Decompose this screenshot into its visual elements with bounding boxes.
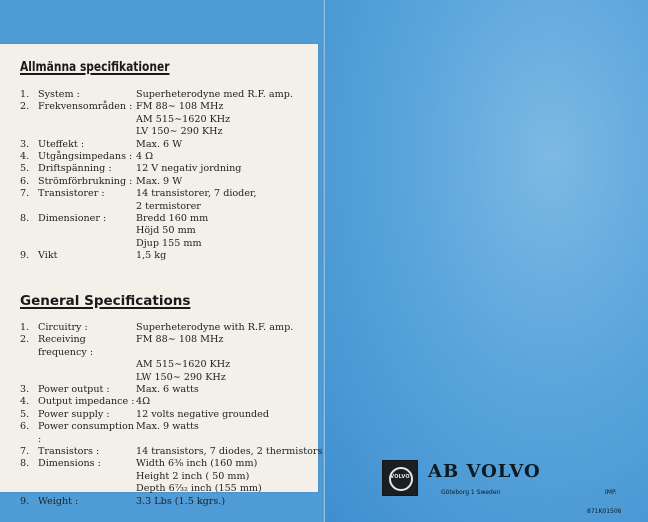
- swedish-heading: Allmänna specifikationer: [20, 60, 170, 75]
- cover-panel: [325, 0, 648, 522]
- spec-row: [20, 101, 293, 113]
- spec-row: [20, 250, 293, 262]
- spec-number: 6.: [20, 175, 30, 187]
- spec-value: Bredd 160 mm: [136, 213, 209, 225]
- spec-row: [20, 496, 322, 508]
- spec-number: [20, 201, 38, 213]
- spec-row: [20, 151, 293, 163]
- spec-number: 1.: [20, 322, 30, 333]
- spec-row: [20, 421, 322, 446]
- spec-row: [20, 89, 293, 101]
- spec-number: [20, 225, 38, 237]
- spec-row: [20, 213, 293, 225]
- spec-number: 5.: [20, 408, 30, 420]
- page-fold: [322, 0, 325, 522]
- logo-text: VOLVO: [390, 474, 410, 480]
- spec-row: [20, 188, 293, 200]
- spec-value: 1,5 kg: [136, 250, 167, 262]
- spec-label: Receiving frequency :: [38, 334, 94, 358]
- spec-row: [20, 458, 322, 470]
- spec-value: AM 515∼1620 KHz: [136, 113, 231, 125]
- english-spec-list: [20, 322, 322, 508]
- company-name: AB VOLVO: [428, 461, 541, 482]
- spec-value: 12 V negativ jordning: [136, 163, 242, 175]
- spec-row: [20, 114, 293, 126]
- spec-label: [38, 225, 136, 237]
- spec-value: LV 150∼ 290 KHz: [136, 126, 223, 138]
- swedish-spec-list: [20, 89, 293, 263]
- spec-number: 6.: [20, 421, 30, 433]
- spec-number: 8.: [20, 458, 30, 470]
- spec-value: Max. 6 watts: [136, 384, 199, 396]
- spec-label: Strömförbrukning :: [38, 175, 133, 187]
- spec-value: 2 termistorer: [136, 200, 201, 212]
- print-code: 871K01506: [587, 508, 622, 515]
- spec-value: 12 volts negative grounded: [136, 408, 269, 420]
- spec-label: [38, 114, 136, 126]
- spec-row: [20, 359, 322, 371]
- spec-value: Max. 6 W: [136, 138, 183, 150]
- spec-number: 4.: [20, 151, 30, 163]
- spec-row: [20, 322, 322, 334]
- spec-row: [20, 409, 322, 421]
- spec-value: Superheterodyne med R.F. amp.: [136, 89, 293, 100]
- spec-value: FM 88∼ 108 MHz: [136, 101, 224, 113]
- spec-row: [20, 238, 293, 250]
- spec-row: [20, 139, 293, 151]
- spec-label: Uteffekt :: [38, 138, 85, 150]
- spec-label: [38, 238, 136, 250]
- spec-label: Circuitry :: [38, 322, 88, 333]
- spec-value: 3.3 Lbs (1.5 kgrs.): [136, 495, 226, 507]
- spec-value: Width 6⅜ inch (160 mm): [136, 458, 258, 470]
- spec-label: Vikt: [38, 250, 58, 262]
- spec-label: [38, 359, 136, 371]
- company-city: Göteborg 1 Sweden: [441, 489, 501, 496]
- spec-number: 7.: [20, 446, 30, 458]
- spec-label: Transistors :: [38, 446, 100, 458]
- spec-number: [20, 126, 38, 138]
- spec-row: [20, 446, 322, 458]
- spec-number: 7.: [20, 188, 30, 200]
- spec-row: [20, 126, 293, 138]
- english-heading: General Specifications: [20, 293, 191, 309]
- spec-label: Frekvensområden :: [38, 101, 133, 113]
- spec-value: FM 88∼ 108 MHz: [136, 334, 224, 346]
- spec-number: 1.: [20, 89, 30, 100]
- spec-value: AM 515∼1620 KHz: [136, 359, 231, 371]
- spec-number: [20, 114, 38, 126]
- spec-label: Utgångsimpedans :: [38, 151, 133, 163]
- spec-number: 2.: [20, 334, 30, 346]
- spec-label: [38, 201, 136, 213]
- spec-value: Max. 9 watts: [136, 421, 199, 433]
- spec-value: LW 150∼ 290 KHz: [136, 371, 226, 383]
- spec-label: [38, 471, 136, 483]
- spec-label: Weight :: [38, 495, 79, 507]
- spec-number: 9.: [20, 495, 30, 507]
- spec-value: 4Ω: [136, 396, 151, 408]
- spec-value: 14 transistors, 7 diodes, 2 thermistors: [136, 446, 323, 458]
- spec-label: System :: [38, 89, 80, 100]
- spec-label: Dimensions :: [38, 458, 101, 470]
- spec-value: 14 transistorer, 7 dioder,: [136, 188, 257, 200]
- spec-row: [20, 201, 293, 213]
- spec-row: [20, 483, 322, 495]
- spec-value: Height 2 inch ( 50 mm): [136, 470, 250, 482]
- spec-number: 3.: [20, 384, 30, 396]
- spec-row: [20, 225, 293, 237]
- volvo-logo: [382, 460, 418, 496]
- spec-label: Power supply :: [38, 408, 110, 420]
- spec-label: [38, 126, 136, 138]
- spec-number: 9.: [20, 250, 30, 262]
- spec-number: 2.: [20, 101, 30, 113]
- spec-number: 3.: [20, 138, 30, 150]
- imp-mark: IMP.: [605, 489, 617, 496]
- spec-label: Output impedance :: [38, 396, 135, 408]
- spec-value: Depth 6⁷⁄₃₂ inch (155 mm): [136, 483, 262, 495]
- spec-number: [20, 372, 38, 384]
- spec-number: 8.: [20, 213, 30, 225]
- spec-row: [20, 372, 322, 384]
- spec-value: Max. 9 W: [136, 175, 183, 187]
- spec-label: Transistorer :: [38, 188, 105, 200]
- spec-row: [20, 396, 322, 408]
- spec-number: [20, 471, 38, 483]
- spec-label: Dimensioner :: [38, 213, 107, 225]
- spec-row: [20, 384, 322, 396]
- spec-value: Superheterodyne with R.F. amp.: [136, 322, 294, 333]
- spec-row: [20, 163, 293, 175]
- spec-label: Power consumption :: [38, 421, 134, 445]
- spec-label: [38, 372, 136, 384]
- spec-value: Djup 155 mm: [136, 237, 202, 249]
- spec-number: [20, 238, 38, 250]
- spec-label: Power output :: [38, 384, 110, 396]
- spec-value: Höjd 50 mm: [136, 225, 196, 237]
- spec-number: [20, 483, 38, 495]
- spec-row: [20, 471, 322, 483]
- spec-number: [20, 359, 38, 371]
- spec-value: 4 Ω: [136, 151, 154, 163]
- spec-label: [38, 483, 136, 495]
- spec-row: [20, 334, 322, 359]
- spec-number: 4.: [20, 396, 30, 408]
- spec-number: 5.: [20, 163, 30, 175]
- spec-label: Driftspänning :: [38, 163, 112, 175]
- spec-row: [20, 176, 293, 188]
